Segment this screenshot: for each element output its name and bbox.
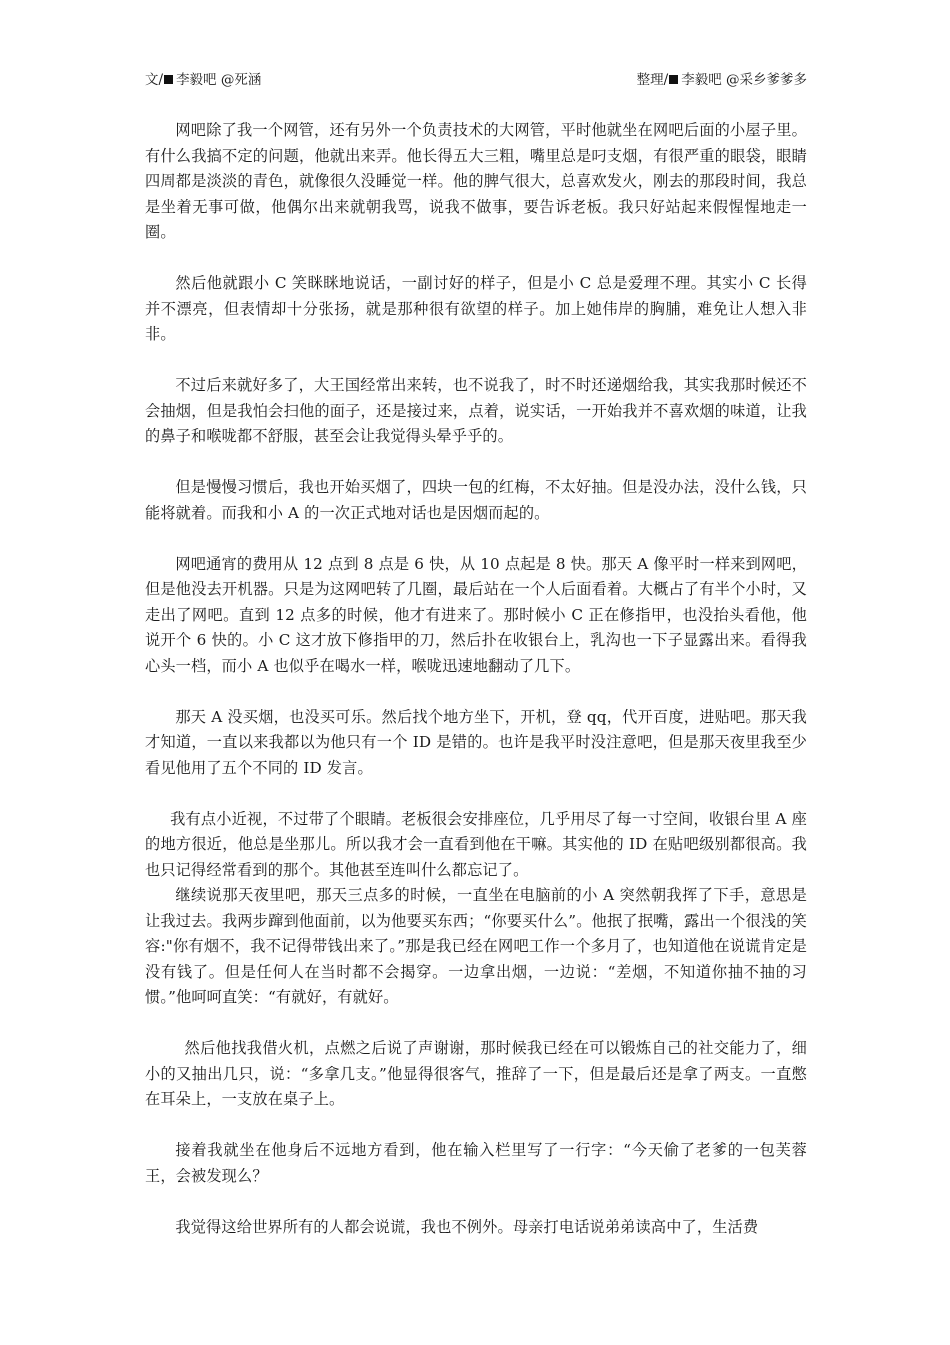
- square-icon: [669, 75, 678, 84]
- paragraph: 然后他就跟小 C 笑眯眯地说话，一副讨好的样子，但是小 C 总是爱理不理。其实小 C 长得并不漂亮，但表情却十分张扬，就是那种很有欲望的样子。加上她伟岸的胸脯，难免让人想入非非。: [145, 274, 807, 343]
- author-credit: [145, 70, 261, 90]
- paragraph: 然后他找我借火机，点燃之后说了声谢谢，那时候我已经在可以锻炼自己的社交能力了，细小的又抽出几只，说：“多拿几支。”他显得很客气，推辞了一下，但是最后还是拿了两支。一直憋在耳朵上，一支放在桌子上。: [145, 1039, 807, 1108]
- paragraph: 那天 A 没买烟，也没买可乐。然后找个地方坐下，开机，登 qq，代开百度，进贴吧。那天我才知道，一直以来我都以为他只有一个 ID 是错的。也许是我平时没注意吧，但是那天夜里我至少看见他用了五个不同的 ID 发言。: [145, 707, 807, 777]
- editor-credit: [637, 70, 807, 90]
- editor-name: 李毅吧 @采乡爹爹多: [681, 72, 807, 88]
- paragraph: 接着我就坐在他身后不远地方看到，他在输入栏里写了一行字：“今天偷了老爹的一包芙蓉王，会被发现么？: [145, 1141, 807, 1185]
- editor-prefix: 整理/: [636, 72, 669, 88]
- article-body: [145, 118, 807, 1240]
- paragraph: 我觉得这给世界所有的人都会说谎，我也不例外。母亲打电话说弟弟读高中了，生活费: [175, 1217, 759, 1236]
- page-header: [145, 70, 807, 90]
- author-prefix: 文/: [145, 72, 164, 88]
- paragraph: 不过后来就好多了，大王国经常出来转，也不说我了，时不时还递烟给我，其实我那时候还不会抽烟，但是我怕会扫他的面子，还是接过来，点着，说实话，一开始我并不喜欢烟的味道，让我的鼻子和喉咙都不舒服，甚至会让我觉得头晕乎乎的。: [145, 376, 807, 445]
- paragraph: 我有点小近视，不过带了个眼睛。老板很会安排座位，几乎用尽了每一寸空间，收银台里 A 座的地方很近，他总是坐那儿。所以我才会一直看到他在干嘛。其实他的 ID 在贴吧级别都很高。我也只记得经常看到的那个。其他甚至连叫什么都忘记了。: [145, 809, 807, 879]
- paragraph: 网吧除了我一个网管，还有另外一个负责技术的大网管，平时他就坐在网吧后面的小屋子里。有什么我搞不定的问题，他就出来弄。他长得五大三粗，嘴里总是叼支烟，有很严重的眼袋，眼睛四周都是淡淡的青色，就像很久没睡觉一样。他的脾气很大，总喜欢发火，刚去的那段时间，我总是坐着无事可做，他偶尔出来就朝我骂，说我不做事，要告诉老板。我只好站起来假惺惺地走一圈。: [145, 121, 807, 241]
- paragraph: 但是慢慢习惯后，我也开始买烟了，四块一包的红梅，不太好抽。但是没办法，没什么钱，只能将就着。而我和小 A 的一次正式地对话也是因烟而起的。: [145, 478, 807, 522]
- author-name: 李毅吧 @死涵: [176, 72, 262, 88]
- square-icon: [164, 75, 173, 84]
- paragraph: 继续说那天夜里吧，那天三点多的时候，一直坐在电脑前的小 A 突然朝我挥了下手，意思是让我过去。我两步蹿到他面前，以为他要买东西；“你要买什么”。他抿了抿嘴，露出一个很浅的笑容:"你有烟不，我不记得带钱出来了。”那是我已经在网吧工作一个多月了，也知道他在说谎肯定是没有钱了。但是任何人在当时都不会揭穿。一边拿出烟，一边说：“差烟，不知道你抽不抽的习惯。”他呵呵直笑：“有就好，有就好。: [145, 886, 807, 1006]
- paragraph: 网吧通宵的费用从 12 点到 8 点是 6 快，从 10 点起是 8 快。那天 A 像平时一样来到网吧，但是他没去开机器。只是为这网吧转了几圈，最后站在一个人后面看着。大概占了有半个小时，又走出了网吧。直到 12 点多的时候，他才有进来了。那时候小 C 正在修指甲，也没抬头看他，他说开个 6 快的。小 C 这才放下修指甲的刀，然后扑在收银台上，乳沟也一下子显露出来。看得我心头一档，而小 A 也似乎在喝水一样，喉咙迅速地翻动了几下。: [145, 554, 807, 675]
